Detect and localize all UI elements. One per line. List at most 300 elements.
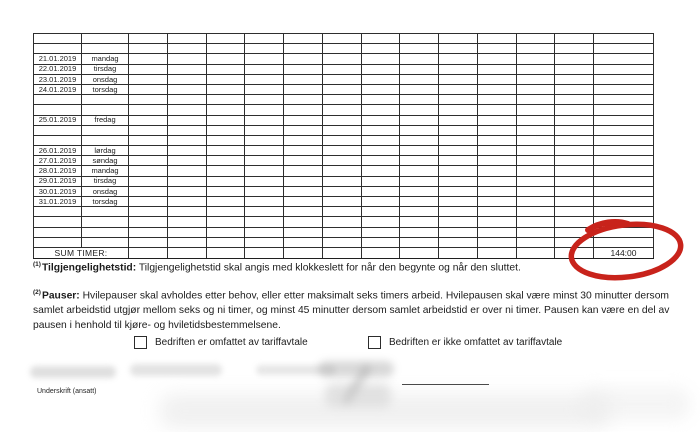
hours-cell [206,207,245,217]
table-row [34,105,654,115]
hours-cell [245,74,284,84]
hours-cell [516,84,555,94]
total-cell [594,44,654,54]
timesheet-table [33,33,654,259]
total-cell [594,74,654,84]
hours-cell [284,44,323,54]
hours-cell [284,146,323,156]
table-row [34,135,654,145]
day-cell [82,34,129,44]
hours-cell [439,34,478,44]
hours-cell [555,135,594,145]
hours-cell [400,44,439,54]
hours-cell [477,34,516,44]
hours-cell [322,146,361,156]
hours-cell [361,125,400,135]
hours-cell [245,166,284,176]
table-row [34,115,654,125]
date-cell [34,44,82,54]
hours-cell [206,105,245,115]
scan-shadow [580,388,690,420]
checkbox-tariff-yes [134,336,147,349]
hours-cell [129,135,168,145]
hours-cell [206,237,245,247]
hours-cell [167,74,206,84]
day-cell [82,207,129,217]
total-cell [594,54,654,64]
hours-cell [516,186,555,196]
hours-cell [400,227,439,237]
hours-cell [284,176,323,186]
hours-cell [245,237,284,247]
total-cell [594,105,654,115]
hours-cell [129,207,168,217]
hours-cell [245,34,284,44]
hours-cell [400,135,439,145]
day-cell: onsdag [82,186,129,196]
hours-cell [129,217,168,227]
hours-cell [206,217,245,227]
hours-cell [439,64,478,74]
hours-cell [477,166,516,176]
hours-cell [206,115,245,125]
hours-cell [555,197,594,207]
hours-cell [477,135,516,145]
hours-cell [400,186,439,196]
hours-cell [439,125,478,135]
hours-cell [555,74,594,84]
hours-cell [516,95,555,105]
hours-cell [555,237,594,247]
day-cell: fredag [82,115,129,125]
day-cell [82,227,129,237]
hours-cell [516,207,555,217]
date-cell: 22.01.2019 [34,64,82,74]
signature-line [402,384,489,385]
hours-cell [167,156,206,166]
hours-cell [284,247,323,258]
hours-cell [361,146,400,156]
hours-cell [516,146,555,156]
date-cell [34,125,82,135]
hours-cell [439,54,478,64]
hours-cell [284,135,323,145]
hours-cell [361,176,400,186]
hours-cell [167,105,206,115]
total-cell [594,125,654,135]
hours-cell [400,105,439,115]
hours-cell [245,84,284,94]
hours-cell [206,166,245,176]
day-cell: mandag [82,166,129,176]
date-cell [34,237,82,247]
hours-cell [439,247,478,258]
hours-cell [477,64,516,74]
total-cell [594,115,654,125]
hours-cell [361,227,400,237]
hours-cell [516,176,555,186]
total-cell [594,135,654,145]
hours-cell [516,237,555,247]
hours-cell [555,64,594,74]
hours-cell [284,84,323,94]
hours-cell [206,135,245,145]
date-cell: 25.01.2019 [34,115,82,125]
hours-cell [129,44,168,54]
hours-cell [555,125,594,135]
date-cell [34,105,82,115]
hours-cell [284,54,323,64]
hours-cell [400,156,439,166]
hours-cell [167,237,206,247]
total-cell [594,146,654,156]
hours-cell [322,237,361,247]
hours-cell [284,166,323,176]
tariff-checkbox-row [0,336,700,352]
day-cell: tirsdag [82,64,129,74]
hours-cell [439,95,478,105]
hours-cell [477,156,516,166]
hours-cell [361,207,400,217]
table-row [34,146,654,156]
hours-cell [361,186,400,196]
hours-cell [245,197,284,207]
hours-cell [555,84,594,94]
day-cell: lørdag [82,146,129,156]
footnote-text: Hvilepauser skal avholdes etter behov, eller etter maksimalt seks timers arbeid. Hvilepausen skal være minst 30 minutter dersom samlet arbeidstid utgjør mellom seks og ni timer, og minst 45 minutter dersom samlet arbeidstid er over ni timer. Pausen kan være en del av pausen i henhold til kjøre- og hviletidsbestemmelsene. [33,290,670,332]
hours-cell [516,54,555,64]
hours-cell [167,34,206,44]
hours-cell [129,64,168,74]
hours-cell [206,146,245,156]
hours-cell [206,125,245,135]
total-cell [594,64,654,74]
table-row [34,217,654,227]
day-cell: søndag [82,156,129,166]
hours-cell [555,44,594,54]
hours-cell [555,146,594,156]
date-cell: 26.01.2019 [34,146,82,156]
table-row [34,44,654,54]
hours-cell [167,166,206,176]
hours-cell [555,95,594,105]
hours-cell [167,84,206,94]
hours-cell [322,84,361,94]
hours-cell [400,217,439,227]
hours-cell [361,54,400,64]
hours-cell [400,176,439,186]
hours-cell [555,247,594,258]
hours-cell [129,95,168,105]
hours-cell [322,105,361,115]
hours-cell [284,227,323,237]
hours-cell [245,64,284,74]
hours-cell [167,227,206,237]
total-cell [594,95,654,105]
hours-cell [167,125,206,135]
hours-cell [167,197,206,207]
footnote-tilgjengelighetstid [33,260,673,276]
scan-shadow [160,394,610,428]
redaction-blur [130,364,222,376]
hours-cell [555,34,594,44]
hours-cell [439,237,478,247]
date-cell [34,217,82,227]
hours-cell [555,156,594,166]
hours-cell [284,64,323,74]
sum-label-cell: SUM TIMER: [34,247,129,258]
hours-cell [400,247,439,258]
day-cell [82,125,129,135]
hours-cell [477,247,516,258]
hours-cell [245,135,284,145]
hours-cell [555,227,594,237]
hours-cell [361,166,400,176]
hours-cell [477,227,516,237]
hours-cell [516,197,555,207]
hours-cell [167,135,206,145]
total-cell [594,197,654,207]
hours-cell [439,115,478,125]
total-cell [594,166,654,176]
hours-cell [555,166,594,176]
hours-cell [284,217,323,227]
hours-cell [129,74,168,84]
hours-cell [400,74,439,84]
table-row [34,237,654,247]
checkbox-tariff-no [368,336,381,349]
hours-cell [516,227,555,237]
hours-cell [206,95,245,105]
hours-cell [129,146,168,156]
hours-cell [439,105,478,115]
day-cell [82,135,129,145]
hours-cell [129,125,168,135]
hours-cell [245,176,284,186]
date-cell [34,135,82,145]
hours-cell [284,186,323,196]
hours-cell [129,197,168,207]
hours-cell [361,135,400,145]
day-cell [82,237,129,247]
total-cell [594,156,654,166]
hours-cell [516,125,555,135]
hours-cell [477,74,516,84]
day-cell [82,217,129,227]
footnote-term: Tilgjengelighetstid: [41,262,137,274]
hours-cell [361,64,400,74]
hours-cell [167,64,206,74]
date-cell: 28.01.2019 [34,166,82,176]
hours-cell [439,44,478,54]
hours-cell [245,115,284,125]
hours-cell [129,115,168,125]
total-cell [594,84,654,94]
table-row [34,54,654,64]
hours-cell [361,247,400,258]
hours-cell [322,95,361,105]
hours-cell [284,34,323,44]
hours-cell [361,217,400,227]
total-cell [594,176,654,186]
hours-cell [439,135,478,145]
hours-cell [206,176,245,186]
day-cell: tirsdag [82,176,129,186]
hours-cell [439,227,478,237]
hours-cell [322,44,361,54]
hours-cell [400,237,439,247]
table-row [34,227,654,237]
hours-cell [516,44,555,54]
hours-cell [516,34,555,44]
hours-cell [322,217,361,227]
hours-cell [245,156,284,166]
hours-cell [555,176,594,186]
hours-cell [284,95,323,105]
date-cell [34,95,82,105]
checkbox-label: Bedriften er ikke omfattet av tariffavtale [389,337,563,348]
hours-cell [206,54,245,64]
hours-cell [322,74,361,84]
hours-cell [322,166,361,176]
hours-cell [129,237,168,247]
table-row [34,34,654,44]
footnote-marker: (1) [33,261,41,268]
hours-cell [129,186,168,196]
hours-cell [129,84,168,94]
hours-cell [477,54,516,64]
hours-cell [400,115,439,125]
hours-cell [400,166,439,176]
hours-cell [361,44,400,54]
day-cell: torsdag [82,197,129,207]
hours-cell [439,74,478,84]
table-row [34,207,654,217]
day-cell: torsdag [82,84,129,94]
table-row [34,186,654,196]
hours-cell [400,84,439,94]
table-row [34,64,654,74]
footnote-pauser [33,288,684,334]
day-cell: mandag [82,54,129,64]
hours-cell [477,44,516,54]
hours-cell [167,115,206,125]
hours-cell [322,135,361,145]
hours-cell [167,186,206,196]
hours-cell [555,186,594,196]
hours-cell [477,207,516,217]
footnote-text: Tilgjengelighetstid skal angis med klokkeslett for når den begynte og når den sluttet. [138,262,521,274]
hours-cell [206,186,245,196]
hours-cell [206,44,245,54]
hours-cell [361,34,400,44]
hours-cell [167,247,206,258]
hours-cell [400,54,439,64]
footnote-term: Pauser: [41,290,80,302]
hours-cell [439,176,478,186]
total-cell [594,186,654,196]
hours-cell [284,115,323,125]
hours-cell [284,74,323,84]
hours-cell [555,207,594,217]
hours-cell [322,247,361,258]
hours-cell [400,64,439,74]
hours-cell [245,247,284,258]
checkbox-group-tariff-yes [134,336,308,349]
hours-cell [555,54,594,64]
hours-cell [516,105,555,115]
hours-cell [439,84,478,94]
hours-cell [206,156,245,166]
redaction-blur [318,361,394,377]
hours-cell [516,115,555,125]
date-cell: 23.01.2019 [34,74,82,84]
hours-cell [284,237,323,247]
hours-cell [477,95,516,105]
hours-cell [245,146,284,156]
hours-cell [245,125,284,135]
total-cell [594,237,654,247]
day-cell [82,95,129,105]
hours-cell [245,95,284,105]
date-cell: 30.01.2019 [34,186,82,196]
hours-cell [129,105,168,115]
hours-cell [206,197,245,207]
hours-cell [129,54,168,64]
hours-cell [516,74,555,84]
hours-cell [361,74,400,84]
sum-value-cell: 144:00 [594,247,654,258]
hours-cell [322,197,361,207]
hours-cell [477,237,516,247]
hours-cell [400,95,439,105]
hours-cell [167,95,206,105]
hours-cell [439,156,478,166]
hours-cell [322,64,361,74]
hours-cell [439,217,478,227]
table-row [34,74,654,84]
hours-cell [206,84,245,94]
footnote-marker: (2) [33,289,41,296]
hours-cell [167,146,206,156]
hours-cell [361,197,400,207]
day-cell [82,44,129,54]
hours-cell [284,105,323,115]
hours-cell [477,105,516,115]
table-row [34,156,654,166]
hours-cell [322,227,361,237]
hours-cell [361,156,400,166]
hours-cell [129,176,168,186]
hours-cell [245,207,284,217]
redaction-blur [256,365,336,375]
hours-cell [322,125,361,135]
hours-cell [322,156,361,166]
hours-cell [322,176,361,186]
hours-cell [129,34,168,44]
hours-cell [322,186,361,196]
hours-cell [477,146,516,156]
hours-cell [245,227,284,237]
date-cell [34,207,82,217]
hours-cell [167,217,206,227]
hours-cell [245,44,284,54]
hours-cell [516,156,555,166]
date-cell: 27.01.2019 [34,156,82,166]
hours-cell [129,247,168,258]
hours-cell [516,64,555,74]
hours-cell [206,74,245,84]
